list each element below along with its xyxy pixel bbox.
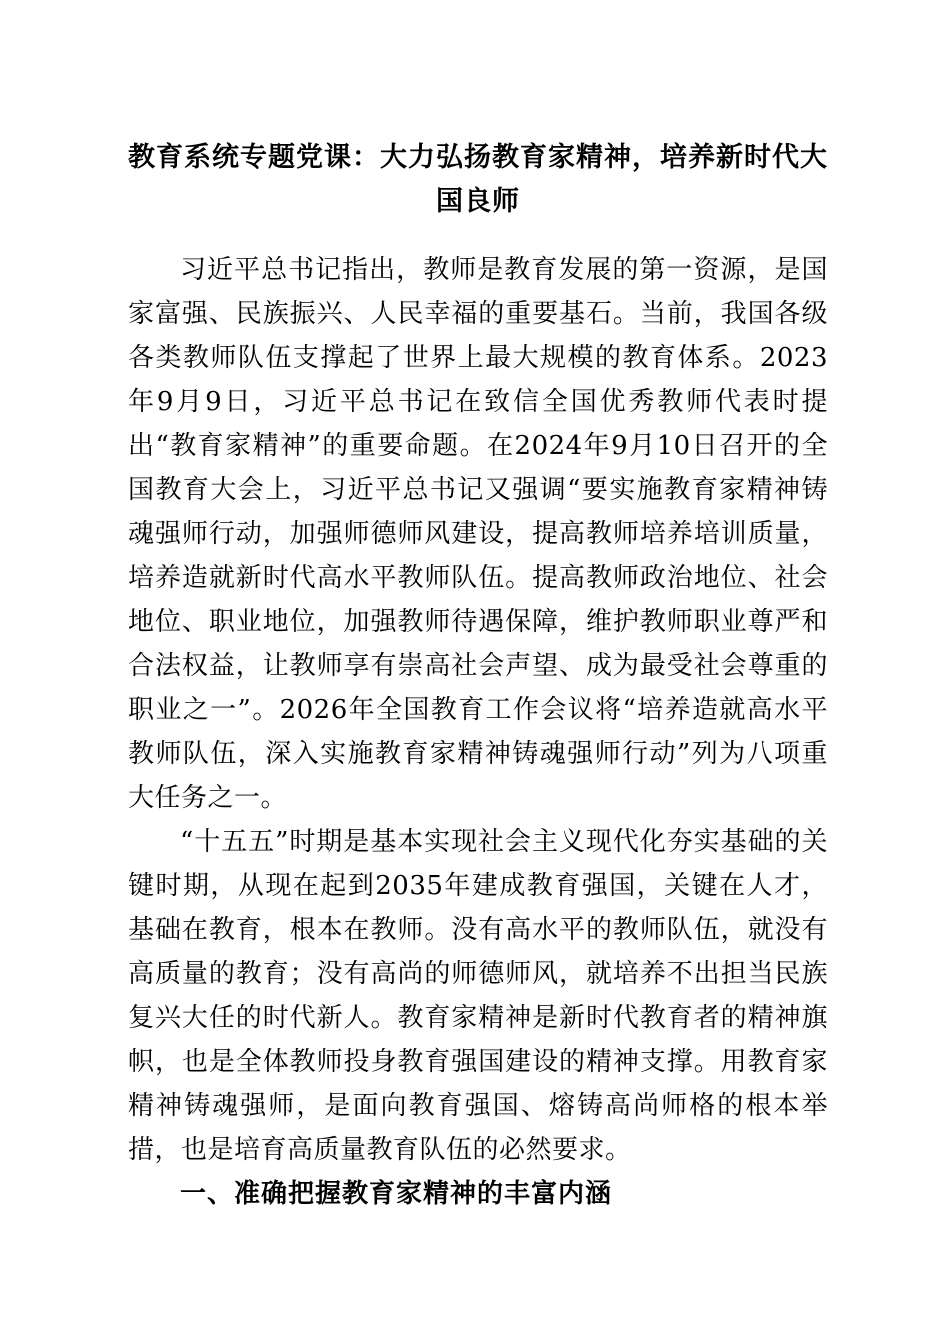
body-paragraph: “十五五”时期是基本实现社会主义现代化夯实基础的关键时期，从现在起到2035年建成教育强国，关键在人才，基础在教育，根本在教师。没有高水平的教师队伍，就没有高质量的教育；没有高尚的师德师风，就培养不出担当民族复兴大任的时代新人。教育家精神是新时代教育者的精神旗帜，也是全体教师投身教育强国建设的精神支撑。用教育家精神铸魂强师，是面向教育强国、熔铸高尚师格的根本举措，也是培育高质量教育队伍的必然要求。 (128, 827, 828, 1165)
body-paragraph: 习近平总书记指出，教师是教育发展的第一资源，是国家富强、民族振兴、人民幸福的重要基石。当前，我国各级各类教师队伍支撑起了世界上最大规模的教育体系。2023年9月9日，习近平总书记在致信全国优秀教师代表时提出“教育家精神”的重要命题。在2024年9月10日召开的全国教育大会上，习近平总书记又强调“要实施教育家精神铸魂强师行动，加强师德师风建设，提高教师培养培训质量，培养造就新时代高水平教师队伍。提高教师政治地位、社会地位、职业地位，加强教师待遇保障，维护教师职业尊严和合法权益，让教师享有崇高社会声望、成为最受社会尊重的职业之一”。2026年全国教育工作会议将“培养造就高水平教师队伍，深入实施教育家精神铸魂强师行动”列为八项重大任务之一。 (128, 255, 828, 813)
document-title: 教育系统专题党课：大力弘扬教育家精神，培养新时代大国良师 (128, 142, 828, 217)
document-body (128, 248, 828, 1216)
section-heading: 一、准确把握教育家精神的丰富内涵 (180, 1179, 613, 1209)
